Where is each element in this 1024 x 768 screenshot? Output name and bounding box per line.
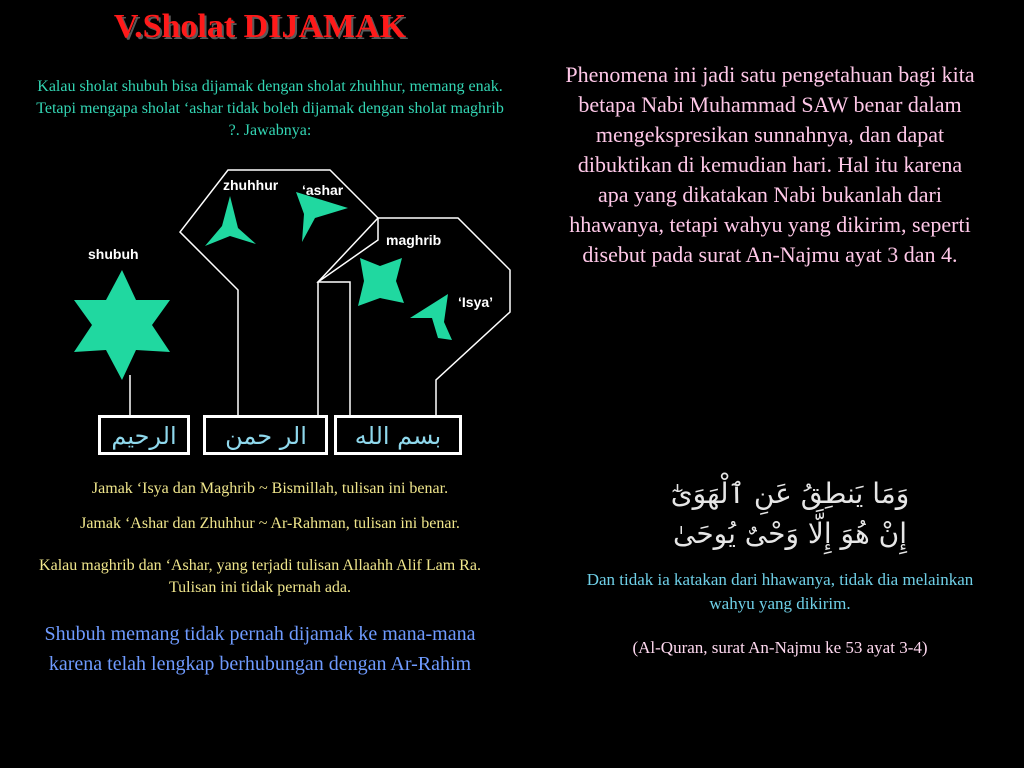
- box-bismillah-text: بسم الله: [354, 422, 442, 450]
- ashar-star-icon: [296, 192, 348, 242]
- note-ashar-zhuhhur: Jamak ‘Ashar dan Zhuhhur ~ Ar-Rahman, tulisan ini benar.: [80, 515, 460, 532]
- verse-line-2: إِنْ هُوَ إِلَّا وَحْىٌ يُوحَىٰ: [673, 517, 907, 550]
- shubuh-star-icon: [74, 270, 170, 380]
- quran-verse-calligraphy: [671, 472, 910, 555]
- box-bismillah: [334, 415, 462, 455]
- label-ashar: ‘ashar: [302, 182, 344, 198]
- box-rahman-text: الر حمن: [225, 422, 307, 450]
- explanation-paragraph: Phenomena ini jadi satu pengetahuan bagi kita betapa Nabi Muhammad SAW benar dalam mengekspresikan sunnahnya, dan dapat dibuktikan di kemudian hari. Hal itu karena apa yang dikatakan Nabi bukanlah dari hhawanya, tetapi wahyu yang dikirim, seperti disebut pada surat An-Najmu ayat 3 dan 4.: [565, 62, 975, 267]
- verse-translation: Dan tidak ia katakan dari hhawanya, tidak dia melainkan wahyu yang dikirim.: [586, 570, 974, 613]
- box-rahim-text: الرحيم: [111, 422, 177, 450]
- label-zhuhhur: zhuhhur: [223, 177, 279, 193]
- isya-star-icon: [410, 294, 452, 340]
- conclusion-text: Shubuh memang tidak pernah dijamak ke mana-mana karena telah lengkap berhubungan dengan Ar-Rahim: [44, 623, 476, 675]
- label-isya: ‘Isya’: [458, 294, 494, 310]
- note-isya-maghrib: Jamak ‘Isya dan Maghrib ~ Bismillah, tulisan ini benar.: [91, 480, 449, 497]
- verse-line-1: وَمَا يَنطِقُ عَنِ ٱلْهَوَىٰٓ: [670, 477, 910, 510]
- verse-source: (Al-Quran, surat An-Najmu ke 53 ayat 3-4): [632, 638, 928, 657]
- maghrib-star-icon: [358, 258, 404, 306]
- page-title: V.Sholat DIJAMAK: [113, 8, 407, 45]
- box-rahim: [98, 415, 190, 455]
- box-rahman: [203, 415, 328, 455]
- zhuhhur-ashar-outline: [180, 170, 378, 415]
- note-maghrib-ashar: Kalau maghrib dan ‘Ashar, yang terjadi tulisan Allaahh Alif Lam Ra. Tulisan ini tidak pernah ada.: [39, 557, 481, 596]
- zhuhhur-star-icon: [205, 196, 256, 246]
- label-shubuh: shubuh: [88, 246, 139, 262]
- label-maghrib: maghrib: [386, 232, 442, 248]
- intro-text: Kalau sholat shubuh bisa dijamak dengan sholat zhuhhur, memang enak. Tetapi mengapa sholat ‘ashar tidak boleh dijamak dengan sholat maghrib ?. Jawabnya:: [36, 78, 504, 139]
